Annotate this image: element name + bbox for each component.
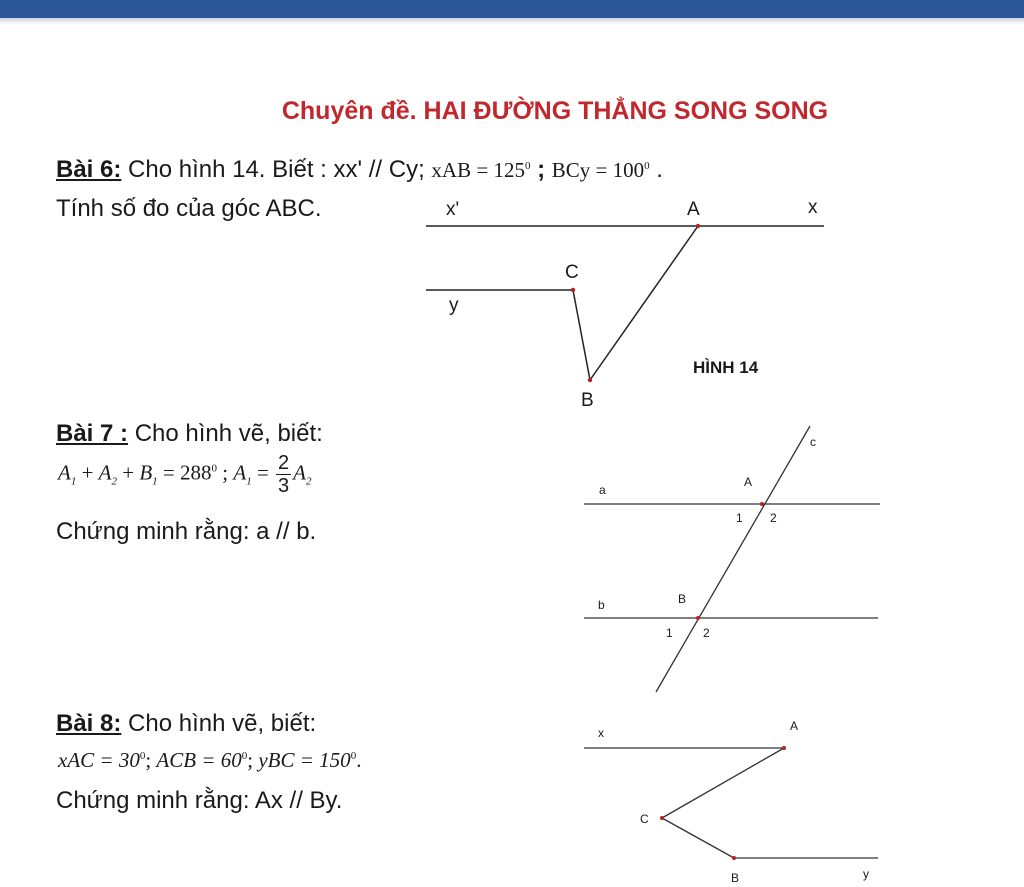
- fig14-label-c: C: [565, 262, 579, 283]
- problem6-label: Bài 6:: [56, 156, 122, 183]
- fig7-label-1a: 1: [736, 511, 743, 525]
- problem7-equation: $A_1 + A_2 + B_1 = 288^0$ ; $A_1$ = $\frac{2}{3}$ $A_2$: [58, 452, 312, 497]
- problem8-equation: xAC = $30^0$; ACB = $60^0$; yBC = $150^0$.: [58, 748, 362, 772]
- problem6-question: Tính số đo của góc ABC.: [56, 195, 322, 222]
- figure-problem7: [584, 426, 880, 692]
- point-b: [588, 378, 592, 382]
- point-a: [696, 224, 700, 228]
- fig8-label-A: A: [790, 719, 799, 733]
- segment-ba: [590, 226, 698, 380]
- point-b-lower: [696, 616, 700, 620]
- problem6-angle-xab: xAB = $125^0$: [431, 158, 531, 182]
- fig14-label-a: A: [687, 199, 700, 220]
- problem7-label: Bài 7 :: [56, 420, 129, 447]
- fig8-label-C: C: [640, 812, 649, 826]
- fig7-label-1b: 1: [666, 626, 673, 640]
- page-title: Chuyên đề. HAI ĐƯỜNG THẲNG SONG SONG: [281, 97, 829, 125]
- fig7-label-A: A: [744, 475, 753, 489]
- problem8-conclusion: Chứng minh rằng: Ax // By.: [56, 787, 343, 814]
- fig8-label-B: B: [731, 871, 740, 885]
- figure-problem8: [584, 719, 878, 885]
- segment-cb: [573, 290, 590, 380]
- problem6-separator: ;: [530, 156, 552, 183]
- fig7-label-2b: 2: [703, 626, 710, 640]
- problem7-intro: Cho hình vẽ, biết:: [128, 420, 323, 447]
- fig8-label-y: y: [863, 867, 869, 881]
- fig8-label-x: x: [598, 726, 604, 740]
- fig14-caption: HÌNH 14: [693, 358, 759, 377]
- fig14-label-x: x: [808, 197, 818, 218]
- fig7-label-b: b: [598, 598, 605, 612]
- point-a-upper: [760, 502, 764, 506]
- fraction: $\frac{2}{3}$: [278, 452, 290, 497]
- line-c: [656, 426, 810, 692]
- problem6-intro: Cho hình 14. Biết : xx' // Cy;: [121, 156, 432, 183]
- problem8-intro: Cho hình vẽ, biết:: [121, 710, 317, 737]
- problem8-label: Bài 8:: [56, 710, 122, 737]
- problem7-conclusion: Chứng minh rằng: a // b.: [56, 518, 317, 545]
- problem6-end: .: [649, 156, 663, 183]
- figure-14: [426, 197, 824, 411]
- point-b: [732, 856, 736, 860]
- point-c: [660, 816, 664, 820]
- fig14-label-b: B: [581, 390, 594, 411]
- point-a: [782, 746, 786, 750]
- fig14-label-y: y: [449, 295, 459, 316]
- fig7-label-B: B: [678, 592, 687, 606]
- problem6-angle-bcy: BCy = $100^0$: [551, 158, 650, 182]
- fig7-label-c: c: [810, 435, 816, 449]
- fig7-label-2a: 2: [770, 511, 777, 525]
- segment-cb: [662, 818, 734, 858]
- point-c: [571, 288, 575, 292]
- fig14-label-xprime: x': [446, 199, 460, 220]
- segment-ac: [662, 748, 784, 818]
- fig7-label-a: a: [599, 483, 606, 497]
